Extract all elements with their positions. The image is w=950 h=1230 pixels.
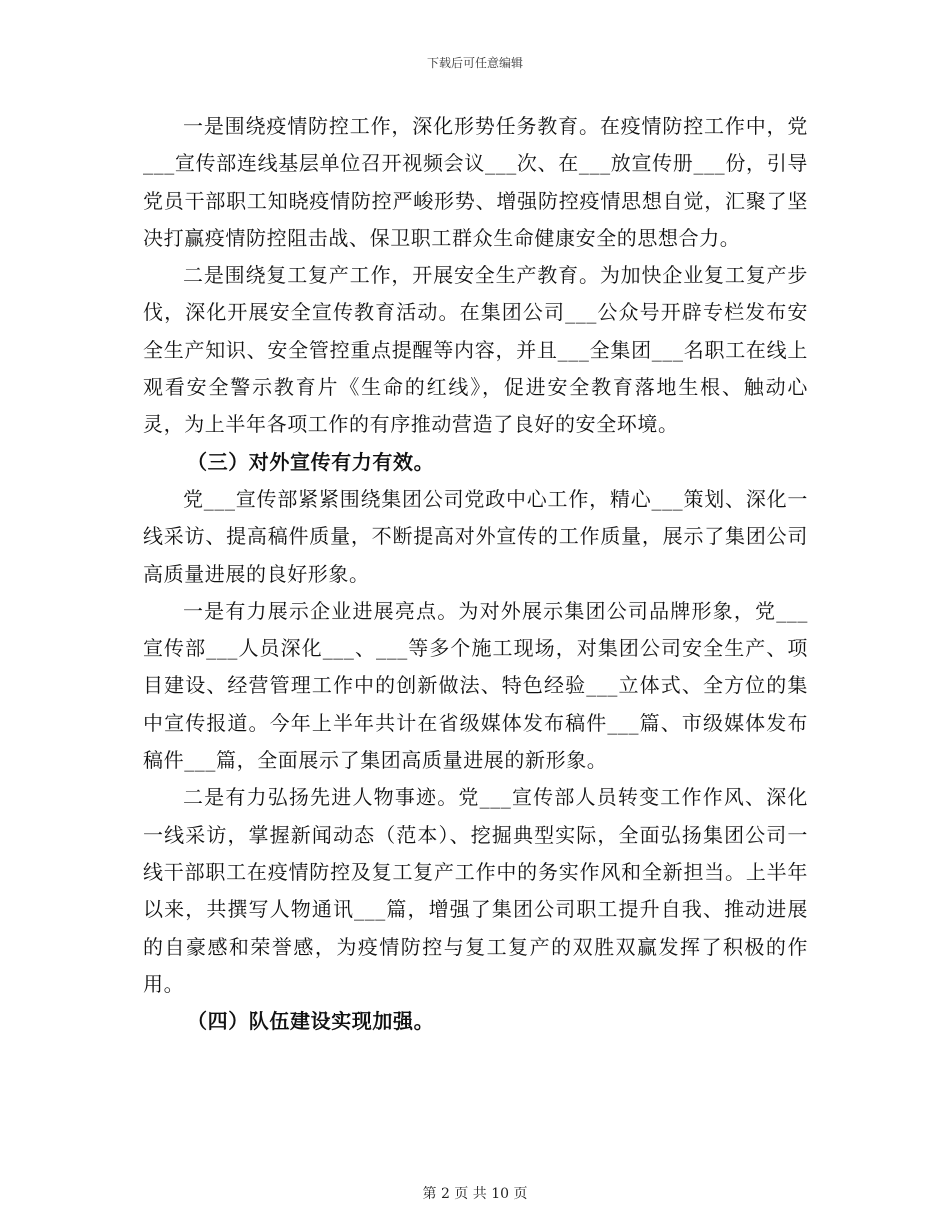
section-heading-team-building: （四）队伍建设实现加强。 [187,1009,435,1034]
page-number-footer: 第 2 页 共 10 页 [422,1186,528,1202]
paragraph-safety-education: 二是围绕复工复产工作，开展安全生产教育。为加快企业复工复产步伐，深化开展安全宣传教育活动。在集团公司___公众号开辟专栏发布安全生产知识、安全管控重点提醒等内容，并且___全集团___名职工在线上观看安全警示教育片《生命的红线》，促进安全教育落地生根、触动心灵，为上半年各项工作的有序推动营造了良好的安全环境。 [143,263,808,437]
section-heading-external-publicity: （三）对外宣传有力有效。 [187,449,435,474]
page-header: 下载后可任意编辑 [426,56,523,70]
paragraph-external-publicity-intro: 党___宣传部紧紧围绕集团公司党政中心工作，精心___策划、深化一线采访、提高稿件质量，不断提高对外宣传的工作质量，展示了集团公司高质量进展的良好形象。 [143,486,808,586]
document-body [143,108,808,1040]
paragraph-epidemic-education: 一是围绕疫情防控工作，深化形势任务教育。在疫情防控工作中，党___宣传部连线基层单位召开视频会议___次、在___放宣传册___份，引导党员干部职工知晓疫情防控严峻形势、增强防控疫情思想自觉，汇聚了坚决打赢疫情防控阻击战、保卫职工群众生命健康安全的思想合力。 [143,114,808,250]
paragraph-advanced-figures: 二是有力弘扬先进人物事迹。党___宣传部人员转变工作作风、深化一线采访，掌握新闻动态（范本）、挖掘典型实际，全面弘扬集团公司一线干部职工在疫情防控及复工复产工作中的务实作风和全新担当。上半年以来，共撰写人物通讯___篇，增强了集团公司职工提升自我、推动进展的自豪感和荣誉感，为疫情防控与复工复产的双胜双赢发挥了积极的作用。 [143,785,808,996]
paragraph-enterprise-highlights: 一是有力展示企业进展亮点。为对外展示集团公司品牌形象，党___宣传部___人员深化___、___等多个施工现场，对集团公司安全生产、项目建设、经营管理工作中的创新做法、特色经验___立体式、全方位的集中宣传报道。今年上半年共计在省级媒体发布稿件___篇、市级媒体发布稿件___篇，全面展示了集团高质量进展的新形象。 [143,598,808,773]
